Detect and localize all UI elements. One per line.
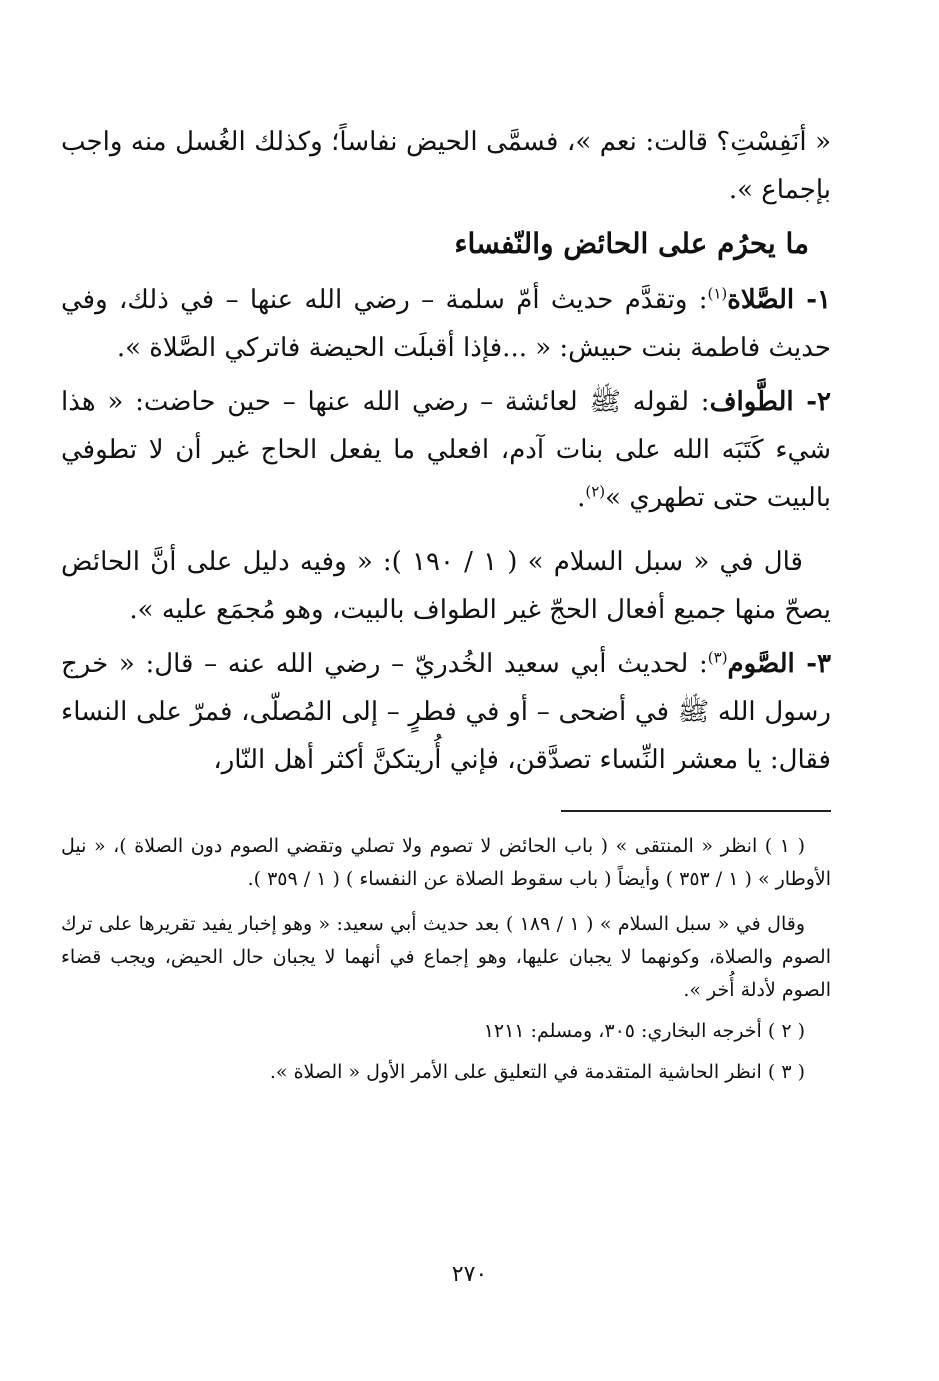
page-number: ٢٧٠ xyxy=(451,1262,488,1287)
item-2-paragraph xyxy=(61,378,831,522)
footnotes xyxy=(61,830,831,1089)
item-1-title: ١- الصَّلاة xyxy=(727,285,831,315)
footnote-ref-1: (١) xyxy=(707,284,728,303)
intro-line-1: « أنَفِسْتِ؟ قالت: نعم »، فسمَّى الحيض نفاساً؛ وكذلك الغُسل منه واجب xyxy=(61,127,831,157)
intro-line-2: بإجماع ». xyxy=(728,175,831,205)
footnote-ref-3: (٣) xyxy=(707,648,728,667)
item-3-title: ٣- الصَّوم xyxy=(727,649,831,679)
item-2-text: : لقوله ﷺ لعائشة – رضي الله عنها – حين حاضت: « هذا شيء كَتَبَه الله على بنات آدم، افعلي ما يفعل الحاج غير أن لا تطوفي بالبيت حتى تطهري » xyxy=(61,387,831,513)
item-1-paragraph xyxy=(61,276,831,372)
footnote-1-note: وقال في « سبل السلام » ( ١ / ١٨٩ ) بعد حديث أبي سعيد: « وهو إخبار يفيد تقريرها على ترك الصوم والصلاة، وكونهما لا يجبان عليها، وهو إجماع في أنهما لا يجبان حال الحيض، ويجب قضاء الصوم لأدلة أُخر ». xyxy=(61,913,831,1001)
intro-paragraph xyxy=(61,118,831,214)
page-body xyxy=(61,118,831,1097)
main-text xyxy=(61,118,831,784)
footnote-divider xyxy=(561,810,831,812)
footnote-ref-2: (٢) xyxy=(585,482,606,501)
footnote-2: ( ٢ ) أخرجه البخاري: ٣٠٥، ومسلم: ١٢١١ xyxy=(483,1020,805,1042)
section-heading: ما يحرُم على الحائض والنّفساء xyxy=(454,227,809,260)
footnote-3: ( ٣ ) انظر الحاشية المتقدمة في التعليق على الأمر الأول « الصلاة ». xyxy=(269,1061,805,1083)
item-3-text: : لحديث أبي سعيد الخُدريّ – رضي الله عنه – قال: « خرج رسول الله ﷺ في أضحى – أو في فطرٍ – إلى المُصلّى، فمرّ على النساء فقال: يا معشر النِّساء تصدَّقن، فإني أُريتكنَّ أكثر أهل النّار، xyxy=(61,649,831,775)
item-2-end: . xyxy=(577,483,586,513)
item-3-paragraph xyxy=(61,640,831,784)
item-1-text: : وتقدَّم حديث أمّ سلمة – رضي الله عنها – في ذلك، وفي حديث فاطمة بنت حبيش: « ...فإذا أقبلَت الحيضة فاتركي الصَّلاة ». xyxy=(61,285,831,363)
footnote-1: ( ١ ) انظر « المنتقى » ( باب الحائض لا تصوم ولا تصلي وتقضي الصوم دون الصلاة )، « نيل الأوطار » ( ١ / ٣٥٣ ) وأيضاً ( باب سقوط الصلاة عن النفساء ) ( ١ / ٣٥٩ ). xyxy=(61,835,831,890)
item-2-title: ٢- الطَّواف xyxy=(709,387,831,417)
subul-quote-paragraph: قال في « سبل السلام » ( ١ / ١٩٠ ): « وفيه دليل على أنَّ الحائض يصحّ منها جميع أفعال الحجّ غير الطواف بالبيت، وهو مُجمَع عليه ». xyxy=(61,547,831,625)
